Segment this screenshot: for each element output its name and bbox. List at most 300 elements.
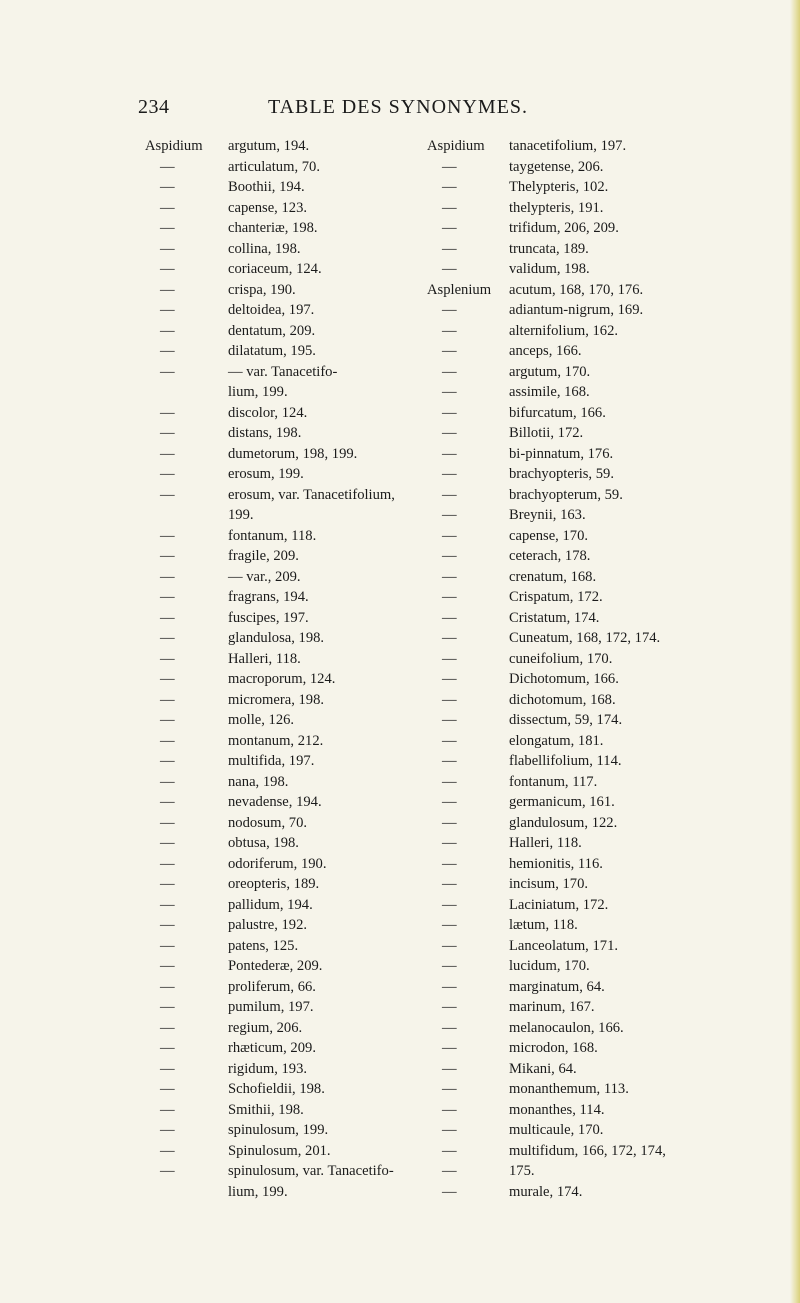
ditto-dash: — xyxy=(160,240,175,257)
entry-text: molle, 126. xyxy=(228,712,295,728)
index-entry xyxy=(145,608,420,629)
ditto-dash: — xyxy=(160,466,175,482)
index-entry xyxy=(427,1182,777,1203)
index-entry xyxy=(427,280,777,301)
index-entry xyxy=(427,362,777,383)
index-entry xyxy=(145,300,420,321)
ditto-dash: — xyxy=(442,1142,457,1159)
ditto-dash: — xyxy=(160,978,175,995)
entry-text: — var., 209. xyxy=(228,568,301,585)
entry-text: proliferum, 66. xyxy=(228,978,316,995)
index-entry xyxy=(427,1079,777,1100)
index-entry xyxy=(427,690,777,711)
entry-text: glandulosum, 122. xyxy=(509,814,618,831)
entry-text: marinum, 167. xyxy=(509,999,595,1015)
ditto-dash: — xyxy=(160,896,175,913)
entry-text: macroporum, 124. xyxy=(228,671,336,687)
index-entry xyxy=(427,546,777,567)
ditto-dash: — xyxy=(442,958,457,974)
ditto-dash: — xyxy=(442,1101,457,1118)
entry-text: Spinulosum, 201. xyxy=(228,1142,331,1159)
entry-text: ceterach, 178. xyxy=(509,548,591,564)
entry-text: Dichotomum, 166. xyxy=(509,671,619,687)
ditto-dash: — xyxy=(160,425,175,441)
entry-text: discolor, 124. xyxy=(228,404,308,421)
entry-text: Breynii, 163. xyxy=(509,507,586,523)
index-entry xyxy=(145,526,420,547)
entry-text: montanum, 212. xyxy=(228,732,324,749)
index-entry xyxy=(145,259,420,280)
index-entry xyxy=(145,464,420,485)
ditto-dash: — xyxy=(442,527,457,544)
entry-text: dumetorum, 198, 199. xyxy=(228,445,358,462)
ditto-dash: — xyxy=(442,814,457,831)
ditto-dash: — xyxy=(442,220,457,236)
index-entry xyxy=(145,649,420,670)
index-entry xyxy=(145,813,420,834)
index-entry xyxy=(145,423,420,444)
index-entry xyxy=(427,198,777,219)
ditto-dash: — xyxy=(442,753,457,769)
page-number: 234 xyxy=(138,96,170,118)
entry-text: brachyopteris, 59. xyxy=(509,466,614,482)
index-entry xyxy=(145,915,420,936)
ditto-dash: — xyxy=(442,384,457,400)
ditto-dash: — xyxy=(160,609,175,626)
index-entry xyxy=(145,136,420,157)
index-entry xyxy=(427,1100,777,1121)
page-header xyxy=(138,96,658,118)
entry-text: truncata, 189. xyxy=(509,240,589,257)
ditto-dash: — xyxy=(160,343,175,359)
index-entry xyxy=(145,792,420,813)
ditto-dash: — xyxy=(160,404,175,421)
ditto-dash: — xyxy=(442,1019,457,1036)
index-entry xyxy=(427,1141,777,1162)
entry-text: Boothii, 194. xyxy=(228,179,305,195)
index-entry xyxy=(427,628,777,649)
index-entry xyxy=(427,915,777,936)
entry-text: flabellifolium, 114. xyxy=(509,753,622,769)
entry-text: chanteriæ, 198. xyxy=(228,220,318,236)
index-entry xyxy=(427,1059,777,1080)
index-entry xyxy=(427,1038,777,1059)
ditto-dash: — xyxy=(160,999,175,1015)
ditto-dash: — xyxy=(442,671,457,687)
entry-text: Cuneatum, 168, 172, 174. xyxy=(509,630,661,646)
index-entry xyxy=(427,874,777,895)
entry-text: Halleri, 118. xyxy=(228,650,301,667)
index-entry xyxy=(427,997,777,1018)
index-entry xyxy=(427,157,777,178)
index-entry xyxy=(145,1100,420,1121)
ditto-dash: — xyxy=(442,896,457,913)
entry-text: brachyopterum, 59. xyxy=(509,486,623,503)
ditto-dash: — xyxy=(160,1163,175,1179)
entry-text: acutum, 168, 170, 176. xyxy=(509,281,644,298)
index-entry xyxy=(427,218,777,239)
ditto-dash: — xyxy=(160,158,175,175)
ditto-dash: — xyxy=(160,917,175,933)
index-entry xyxy=(427,423,777,444)
entry-text: regium, 206. xyxy=(228,1019,303,1036)
index-entry xyxy=(145,833,420,854)
ditto-dash: — xyxy=(160,199,175,216)
index-entry xyxy=(427,608,777,629)
ditto-dash: — xyxy=(442,855,457,872)
index-entry xyxy=(427,956,777,977)
ditto-dash: — xyxy=(442,445,457,462)
entry-text: lætum, 118. xyxy=(509,917,578,933)
ditto-dash: — xyxy=(442,978,457,995)
entry-text: Pontederæ, 209. xyxy=(228,958,323,974)
index-entry xyxy=(145,710,420,731)
ditto-dash: — xyxy=(160,794,175,810)
index-entry xyxy=(427,1120,777,1141)
entry-text: capense, 170. xyxy=(509,527,589,544)
page-title: TABLE DES SYNONYMES. xyxy=(267,96,529,118)
entry-text: 199. xyxy=(228,507,254,523)
index-entry xyxy=(145,628,420,649)
ditto-dash: — xyxy=(442,179,457,195)
index-entry xyxy=(145,546,420,567)
index-entry xyxy=(145,157,420,178)
entry-text: validum, 198. xyxy=(509,261,590,277)
entry-text: bifurcatum, 166. xyxy=(509,404,606,421)
ditto-dash: — xyxy=(160,1040,175,1056)
index-entry xyxy=(145,567,420,588)
ditto-dash: — xyxy=(442,363,457,380)
index-entry xyxy=(145,895,420,916)
ditto-dash: — xyxy=(160,630,175,646)
entry-text: murale, 174. xyxy=(509,1183,583,1200)
ditto-dash: — xyxy=(442,917,457,933)
ditto-dash: — xyxy=(442,1183,457,1200)
entry-text: monanthes, 114. xyxy=(509,1101,605,1118)
entry-text: Laciniatum, 172. xyxy=(509,896,609,913)
entry-text: taygetense, 206. xyxy=(509,158,604,175)
ditto-dash: — xyxy=(442,691,457,708)
ditto-dash: — xyxy=(442,1040,457,1056)
index-entry xyxy=(145,1182,420,1203)
entry-text: elongatum, 181. xyxy=(509,732,604,749)
ditto-dash: — xyxy=(160,486,175,503)
ditto-dash: — xyxy=(160,937,175,954)
entry-text: distans, 198. xyxy=(228,425,302,441)
ditto-dash: — xyxy=(160,753,175,769)
index-entry xyxy=(145,1038,420,1059)
ditto-dash: — xyxy=(160,1019,175,1036)
entry-text: nodosum, 70. xyxy=(228,814,308,831)
ditto-dash: — xyxy=(442,158,457,175)
ditto-dash: — xyxy=(160,691,175,708)
ditto-dash: — xyxy=(160,835,175,851)
ditto-dash: — xyxy=(160,1060,175,1077)
ditto-dash: — xyxy=(442,548,457,564)
index-entry xyxy=(427,587,777,608)
ditto-dash: — xyxy=(160,568,175,585)
ditto-dash: — xyxy=(442,466,457,482)
entry-text: crispa, 190. xyxy=(228,281,296,298)
index-entry xyxy=(427,710,777,731)
index-entry xyxy=(427,444,777,465)
ditto-dash: — xyxy=(160,302,175,318)
index-entry xyxy=(427,526,777,547)
index-entry xyxy=(427,259,777,280)
ditto-dash: — xyxy=(160,712,175,728)
entry-text: dilatatum, 195. xyxy=(228,343,316,359)
index-entry xyxy=(145,1059,420,1080)
index-entry xyxy=(145,362,420,383)
index-entry xyxy=(427,382,777,403)
ditto-dash: — xyxy=(160,261,175,277)
ditto-dash: — xyxy=(160,363,175,380)
entry-text: Halleri, 118. xyxy=(509,835,582,851)
index-entry xyxy=(145,403,420,424)
entry-text: fuscipes, 197. xyxy=(228,609,309,626)
entry-text: fragile, 209. xyxy=(228,548,299,564)
index-entry xyxy=(145,341,420,362)
index-entry xyxy=(427,177,777,198)
entry-text: rigidum, 193. xyxy=(228,1060,308,1077)
entry-text: germanicum, 161. xyxy=(509,794,615,810)
ditto-dash: — xyxy=(442,732,457,749)
index-entry xyxy=(145,731,420,752)
ditto-dash: — xyxy=(442,199,457,216)
entry-text: dissectum, 59, 174. xyxy=(509,712,623,728)
ditto-dash: — xyxy=(442,794,457,810)
index-entry xyxy=(427,936,777,957)
ditto-dash: — xyxy=(160,814,175,831)
entry-text: alternifolium, 162. xyxy=(509,322,619,339)
index-entry xyxy=(145,977,420,998)
ditto-dash: — xyxy=(442,261,457,277)
index-entry xyxy=(145,936,420,957)
entry-text: nevadense, 194. xyxy=(228,794,322,810)
entry-text: Schofieldii, 198. xyxy=(228,1081,325,1097)
index-entry xyxy=(145,382,420,403)
ditto-dash: — xyxy=(442,609,457,626)
entry-text: palustre, 192. xyxy=(228,917,308,933)
index-entry xyxy=(145,854,420,875)
ditto-dash: — xyxy=(442,712,457,728)
index-entry xyxy=(145,198,420,219)
ditto-dash: — xyxy=(160,671,175,687)
entry-text: argutum, 194. xyxy=(228,138,310,154)
ditto-dash: — xyxy=(160,322,175,339)
entry-text: Cristatum, 174. xyxy=(509,609,600,626)
entry-text: micromera, 198. xyxy=(228,691,325,708)
index-entry xyxy=(427,1161,777,1182)
index-entry xyxy=(427,649,777,670)
entry-text: Lanceolatum, 171. xyxy=(509,937,619,954)
entry-text: crenatum, 168. xyxy=(509,568,597,585)
entry-text: dentatum, 209. xyxy=(228,322,316,339)
entry-text: cuneifolium, 170. xyxy=(509,650,613,667)
ditto-dash: — xyxy=(442,1122,457,1138)
ditto-dash: — xyxy=(160,958,175,974)
entry-text: monanthemum, 113. xyxy=(509,1081,629,1097)
entry-text: melanocaulon, 166. xyxy=(509,1019,624,1036)
entry-text: thelypteris, 191. xyxy=(509,199,604,216)
right-column xyxy=(427,136,777,1202)
entry-text: oreopteris, 189. xyxy=(228,876,320,892)
index-entry xyxy=(145,997,420,1018)
ditto-dash: — xyxy=(442,589,457,605)
entry-text: tanacetifolium, 197. xyxy=(509,138,627,154)
index-entry xyxy=(427,895,777,916)
entry-text: collina, 198. xyxy=(228,240,301,257)
entry-text: adiantum-nigrum, 169. xyxy=(509,302,644,318)
ditto-dash: — xyxy=(160,220,175,236)
ditto-dash: — xyxy=(160,732,175,749)
left-column xyxy=(145,136,420,1202)
entry-text: spinulosum, 199. xyxy=(228,1122,329,1138)
entry-text: lium, 199. xyxy=(228,1183,288,1200)
index-entry xyxy=(145,669,420,690)
entry-text: pallidum, 194. xyxy=(228,896,313,913)
index-entry xyxy=(427,403,777,424)
entry-text: obtusa, 198. xyxy=(228,835,299,851)
entry-text: marginatum, 64. xyxy=(509,978,605,995)
entry-text: fragrans, 194. xyxy=(228,589,309,605)
entry-text: multicaule, 170. xyxy=(509,1122,604,1138)
entry-text: bi-pinnatum, 176. xyxy=(509,445,614,462)
index-entry xyxy=(427,772,777,793)
entry-text: hemionitis, 116. xyxy=(509,855,603,872)
entry-text: multifidum, 166, 172, 174, xyxy=(509,1142,666,1159)
ditto-dash: — xyxy=(160,179,175,195)
entry-text: fontanum, 117. xyxy=(509,773,598,790)
index-entry xyxy=(145,1018,420,1039)
entry-text: odoriferum, 190. xyxy=(228,855,327,872)
index-entry xyxy=(145,218,420,239)
ditto-dash: — xyxy=(160,650,175,667)
ditto-dash: — xyxy=(160,281,175,298)
index-entry xyxy=(427,833,777,854)
entry-text: 175. xyxy=(509,1163,535,1179)
index-entry xyxy=(427,136,777,157)
ditto-dash: — xyxy=(442,240,457,257)
index-entry xyxy=(427,239,777,260)
ditto-dash: — xyxy=(442,1081,457,1097)
ditto-dash: — xyxy=(442,876,457,892)
entry-text: pumilum, 197. xyxy=(228,999,314,1015)
index-entry xyxy=(427,300,777,321)
ditto-dash: — xyxy=(442,322,457,339)
index-entry xyxy=(145,177,420,198)
index-entry xyxy=(427,751,777,772)
ditto-dash: — xyxy=(442,507,457,523)
entry-text: trifidum, 206, 209. xyxy=(509,220,619,236)
index-entry xyxy=(427,485,777,506)
entry-text: deltoidea, 197. xyxy=(228,302,315,318)
ditto-dash: — xyxy=(160,773,175,790)
index-entry xyxy=(145,1120,420,1141)
ditto-dash: — xyxy=(160,876,175,892)
ditto-dash: — xyxy=(160,1101,175,1118)
ditto-dash: — xyxy=(442,937,457,954)
ditto-dash: — xyxy=(160,1081,175,1097)
entry-text: capense, 123. xyxy=(228,199,308,216)
ditto-dash: — xyxy=(442,486,457,503)
index-entry xyxy=(145,1141,420,1162)
entry-text: glandulosa, 198. xyxy=(228,630,325,646)
ditto-dash: — xyxy=(442,425,457,441)
ditto-dash: — xyxy=(160,548,175,564)
entry-text: Smithii, 198. xyxy=(228,1101,304,1118)
entry-text: articulatum, 70. xyxy=(228,158,320,175)
index-entry xyxy=(427,1018,777,1039)
index-entry xyxy=(145,1079,420,1100)
index-entry xyxy=(145,587,420,608)
entry-text: erosum, 199. xyxy=(228,466,304,482)
entry-text: argutum, 170. xyxy=(509,363,591,380)
entry-text: multifida, 197. xyxy=(228,753,315,769)
entry-text: incisum, 170. xyxy=(509,876,589,892)
index-entry xyxy=(427,505,777,526)
index-entry xyxy=(427,321,777,342)
index-entry xyxy=(145,239,420,260)
ditto-dash: — xyxy=(442,343,457,359)
entry-text: Crispatum, 172. xyxy=(509,589,603,605)
genus-name: Aspidium xyxy=(145,138,203,154)
index-entry xyxy=(427,792,777,813)
index-entry xyxy=(145,690,420,711)
entry-text: erosum, var. Tanacetifolium, xyxy=(228,486,395,503)
index-entry xyxy=(427,341,777,362)
index-entry xyxy=(145,321,420,342)
index-entry xyxy=(145,956,420,977)
index-entry xyxy=(145,505,420,526)
ditto-dash: — xyxy=(160,855,175,872)
ditto-dash: — xyxy=(442,650,457,667)
ditto-dash: — xyxy=(442,999,457,1015)
ditto-dash: — xyxy=(442,404,457,421)
ditto-dash: — xyxy=(160,1142,175,1159)
ditto-dash: — xyxy=(442,773,457,790)
entry-text: patens, 125. xyxy=(228,937,299,954)
index-entry xyxy=(145,485,420,506)
index-entry xyxy=(145,444,420,465)
entry-text: spinulosum, var. Tanacetifo- xyxy=(228,1163,394,1179)
entry-text: — var. Tanacetifo- xyxy=(228,363,338,380)
index-entry xyxy=(427,977,777,998)
index-entry xyxy=(427,854,777,875)
ditto-dash: — xyxy=(160,1122,175,1138)
entry-text: coriaceum, 124. xyxy=(228,261,322,277)
index-entry xyxy=(145,1161,420,1182)
entry-text: Billotii, 172. xyxy=(509,425,584,441)
index-entry xyxy=(145,280,420,301)
entry-text: dichotomum, 168. xyxy=(509,691,616,708)
entry-text: microdon, 168. xyxy=(509,1040,598,1056)
ditto-dash: — xyxy=(442,835,457,851)
ditto-dash: — xyxy=(160,445,175,462)
index-entry xyxy=(145,751,420,772)
index-entry xyxy=(427,813,777,834)
entry-text: nana, 198. xyxy=(228,773,289,790)
index-entry xyxy=(427,567,777,588)
entry-text: Thelypteris, 102. xyxy=(509,179,609,195)
entry-text: fontanum, 118. xyxy=(228,527,317,544)
index-entry xyxy=(427,669,777,690)
ditto-dash: — xyxy=(160,589,175,605)
entry-text: anceps, 166. xyxy=(509,343,582,359)
entry-text: rhæticum, 209. xyxy=(228,1040,316,1056)
index-entry xyxy=(427,731,777,752)
entry-text: Mikani, 64. xyxy=(509,1060,577,1077)
